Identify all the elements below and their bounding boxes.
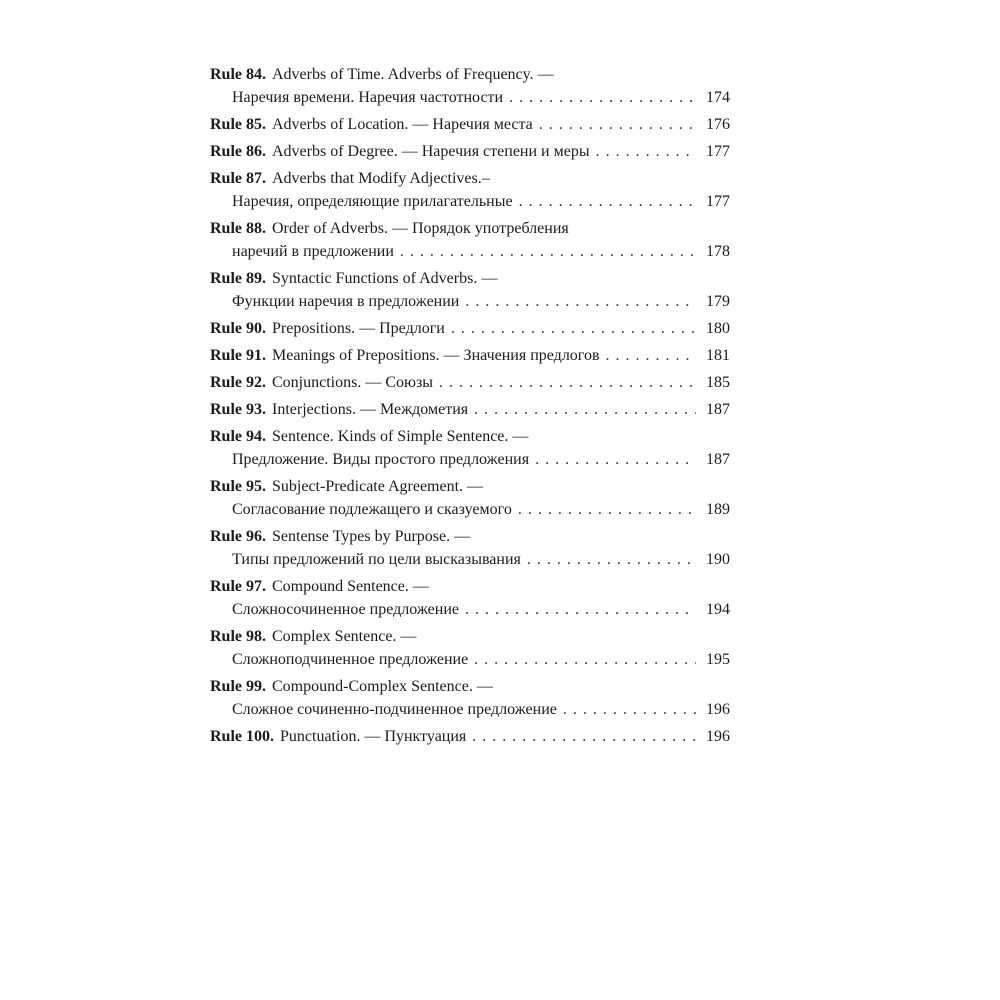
entry-title-continuation: Согласование подлежащего и сказуемого bbox=[232, 501, 512, 518]
page-number: 194 bbox=[706, 601, 730, 618]
rule-number: Rule 86. bbox=[210, 143, 266, 160]
entry-title-continuation: Наречия времени. Наречия частотности bbox=[232, 89, 504, 106]
dot-leader bbox=[465, 598, 696, 621]
page-number: 187 bbox=[706, 401, 730, 418]
page-number: 177 bbox=[706, 143, 730, 160]
toc-line bbox=[210, 190, 730, 213]
entry-title: Sentence. Kinds of Simple Sentence. — bbox=[272, 428, 529, 445]
entry-title: Adverbs that Modify Adjectives.– bbox=[272, 170, 490, 187]
rule-number: Rule 97. bbox=[210, 578, 266, 595]
page-number: 195 bbox=[706, 651, 730, 668]
entry-title: Meanings of Prepositions. — Значения предлогов bbox=[272, 347, 600, 364]
toc-line bbox=[210, 240, 730, 263]
dot-leader bbox=[606, 344, 696, 367]
toc-line bbox=[210, 63, 730, 86]
dot-leader bbox=[474, 648, 696, 671]
toc-entry bbox=[210, 63, 730, 109]
toc-line bbox=[210, 140, 730, 163]
toc-line bbox=[210, 398, 730, 421]
toc-line bbox=[210, 575, 730, 598]
page-number: 174 bbox=[706, 89, 730, 106]
rule-number: Rule 92. bbox=[210, 374, 266, 391]
entry-title-continuation: Предложение. Виды простого предложения bbox=[232, 451, 530, 468]
rule-number: Rule 99. bbox=[210, 678, 266, 695]
toc-entry bbox=[210, 575, 730, 621]
toc-line bbox=[210, 625, 730, 648]
rule-number: Rule 95. bbox=[210, 478, 266, 495]
toc-line bbox=[210, 86, 730, 109]
toc-line bbox=[210, 475, 730, 498]
toc-line bbox=[210, 371, 730, 394]
entry-title: Interjections. — Междометия bbox=[272, 401, 469, 418]
toc-entry bbox=[210, 425, 730, 471]
page-number: 178 bbox=[706, 243, 730, 260]
toc-line bbox=[210, 548, 730, 571]
entry-title-continuation: Наречия, определяющие прилагательные bbox=[232, 193, 513, 210]
toc-line bbox=[210, 317, 730, 340]
page-number: 181 bbox=[706, 347, 730, 364]
toc-entry bbox=[210, 625, 730, 671]
dot-leader bbox=[400, 240, 696, 263]
dot-leader bbox=[472, 725, 696, 748]
toc-line bbox=[210, 648, 730, 671]
entry-title: Prepositions. — Предлоги bbox=[272, 320, 445, 337]
rule-number: Rule 89. bbox=[210, 270, 266, 287]
toc-line bbox=[210, 448, 730, 471]
rule-number: Rule 100. bbox=[210, 728, 274, 745]
page-number: 196 bbox=[706, 728, 730, 745]
toc-line bbox=[210, 675, 730, 698]
toc-line bbox=[210, 425, 730, 448]
entry-title-continuation: Сложное сочиненно-подчиненное предложение bbox=[232, 701, 557, 718]
entry-title-continuation: Функции наречия в предложении bbox=[232, 293, 460, 310]
page-number: 185 bbox=[706, 374, 730, 391]
dot-leader bbox=[439, 371, 696, 394]
toc-line bbox=[210, 525, 730, 548]
dot-leader bbox=[527, 548, 696, 571]
page-number: 190 bbox=[706, 551, 730, 568]
toc-entry bbox=[210, 725, 730, 748]
page-number: 176 bbox=[706, 116, 730, 133]
entry-title: Complex Sentence. — bbox=[272, 628, 417, 645]
dot-leader bbox=[451, 317, 696, 340]
entry-title: Syntactic Functions of Adverbs. — bbox=[272, 270, 498, 287]
toc-entry bbox=[210, 167, 730, 213]
entry-title: Compound Sentence. — bbox=[272, 578, 429, 595]
dot-leader bbox=[596, 140, 696, 163]
toc-line bbox=[210, 344, 730, 367]
entry-title: Sentense Types by Purpose. — bbox=[272, 528, 471, 545]
toc-line bbox=[210, 498, 730, 521]
rule-number: Rule 84. bbox=[210, 66, 266, 83]
entry-title: Adverbs of Degree. — Наречия степени и меры bbox=[272, 143, 590, 160]
toc-line bbox=[210, 725, 730, 748]
toc-entry bbox=[210, 371, 730, 394]
rule-number: Rule 85. bbox=[210, 116, 266, 133]
entry-title-continuation: Сложносочиненное предложение bbox=[232, 601, 460, 618]
dot-leader bbox=[474, 398, 696, 421]
page-number: 189 bbox=[706, 501, 730, 518]
entry-title-continuation: Типы предложений по цели высказывания bbox=[232, 551, 521, 568]
entry-title: Subject-Predicate Agreement. — bbox=[272, 478, 484, 495]
rule-number: Rule 93. bbox=[210, 401, 266, 418]
rule-number: Rule 87. bbox=[210, 170, 266, 187]
table-of-contents bbox=[210, 63, 730, 752]
toc-line bbox=[210, 217, 730, 240]
rule-number: Rule 91. bbox=[210, 347, 266, 364]
toc-entry bbox=[210, 267, 730, 313]
dot-leader bbox=[563, 698, 696, 721]
entry-title: Adverbs of Location. — Наречия места bbox=[272, 116, 533, 133]
rule-number: Rule 96. bbox=[210, 528, 266, 545]
rule-number: Rule 98. bbox=[210, 628, 266, 645]
page-number: 187 bbox=[706, 451, 730, 468]
rule-number: Rule 94. bbox=[210, 428, 266, 445]
entry-title: Punctuation. — Пунктуация bbox=[280, 728, 467, 745]
toc-entry bbox=[210, 344, 730, 367]
toc-line bbox=[210, 167, 730, 190]
entry-title: Compound-Complex Sentence. — bbox=[272, 678, 493, 695]
toc-entry bbox=[210, 475, 730, 521]
toc-entry bbox=[210, 398, 730, 421]
dot-leader bbox=[518, 498, 696, 521]
toc-line bbox=[210, 113, 730, 136]
entry-title: Adverbs of Time. Adverbs of Frequency. — bbox=[272, 66, 554, 83]
toc-entry bbox=[210, 675, 730, 721]
toc-entry bbox=[210, 217, 730, 263]
rule-number: Rule 90. bbox=[210, 320, 266, 337]
entry-title: Conjunctions. — Союзы bbox=[272, 374, 434, 391]
dot-leader bbox=[519, 190, 696, 213]
page-number: 180 bbox=[706, 320, 730, 337]
toc-entry bbox=[210, 317, 730, 340]
dot-leader bbox=[539, 113, 696, 136]
entry-title: Order of Adverbs. — Порядок употребления bbox=[272, 220, 569, 237]
dot-leader bbox=[535, 448, 696, 471]
dot-leader bbox=[509, 86, 696, 109]
toc-entry bbox=[210, 525, 730, 571]
toc-line bbox=[210, 267, 730, 290]
page-number: 196 bbox=[706, 701, 730, 718]
toc-line bbox=[210, 290, 730, 313]
page-number: 179 bbox=[706, 293, 730, 310]
entry-title-continuation: наречий в предложении bbox=[232, 243, 394, 260]
rule-number: Rule 88. bbox=[210, 220, 266, 237]
toc-line bbox=[210, 598, 730, 621]
toc-entry bbox=[210, 113, 730, 136]
page-number: 177 bbox=[706, 193, 730, 210]
toc-entry bbox=[210, 140, 730, 163]
toc-line bbox=[210, 698, 730, 721]
dot-leader bbox=[465, 290, 696, 313]
entry-title-continuation: Сложноподчиненное предложение bbox=[232, 651, 469, 668]
